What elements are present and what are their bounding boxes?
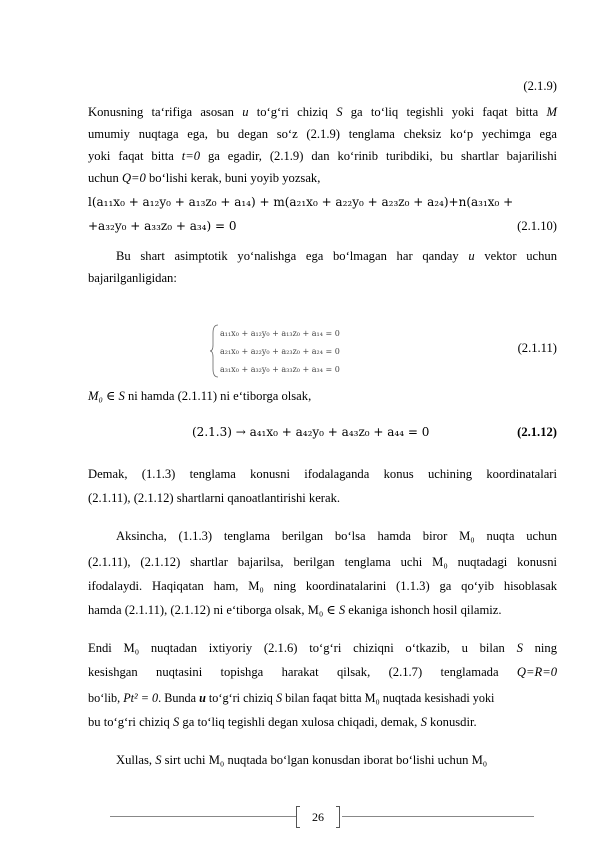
page-number: 26 [312,810,324,824]
paragraph-6-line-2: kesishgan nuqtasini topishga harakat qilsak, (2.1.7) tenglamada Q=R=0 [88,665,557,679]
paragraph-4-line-2: (2.1.11), (2.1.12) shartlarni qanoatlantirishi kerak. [88,491,341,505]
paragraph-6-line-1: Endi M₀ nuqtadan ixtiyoriy (2.1.6) to‘g‘ri chiziqni o‘tkazib, u bilan S ning [88,641,557,655]
system-row-2: a₂₁x₀ + a₂₂y₀ + a₂₃z₀ + a₂₄ = 0 [220,347,340,356]
equation-tag-2-1-9: (2.1.9) [523,79,557,93]
equation-tag-2-1-12: (2.1.12) [517,425,557,439]
paragraph-7-line-1: Xullas, S sirt uchi M₀ nuqtada bo‘lgan konusdan iborat bo‘lishi uchun M₀ [116,753,488,767]
equation-system-2-1-11 [210,323,370,383]
paragraph-5-line-1: Aksincha, (1.1.3) tenglama berilgan bo‘lsa hamda biror M₀ nuqta uchun [116,529,557,543]
paragraph-5-line-3: ifodalaydi. Haqiqatan ham, M₀ ning koordinatalarini (1.1.3) ga qo‘yib hisoblasak [88,579,557,593]
equation-tag-2-1-10: (2.1.10) [517,219,557,233]
footer-rule-left [110,816,296,817]
footer-rule-right [342,816,534,817]
equation-tag-2-1-11: (2.1.11) [517,341,557,355]
paragraph-3: M₀ ∈ S ni hamda (2.1.11) ni e‘tiborga olsak, [88,389,312,403]
paragraph-1-line-1: Konusning ta‘rifiga asosan u to‘g‘ri chiziq S ga to‘liq tegishli yoki faqat bitta M [88,105,557,119]
page-number-bracket-right [336,806,340,828]
paragraph-5-line-2: (2.1.11), (2.1.12) shartlar bajarilsa, berilgan tenglama uchi M₀ nuqtadagi konusni [88,555,557,569]
equation-2-1-10-line-1: l(a₁₁x₀ + a₁₂y₀ + a₁₃z₀ + a₁₄) + m(a₂₁x₀ + a₂₂y₀ + a₂₃z₀ + a₂₄)+n(a₃₁x₀ + [88,195,514,209]
paragraph-1-line-2: umumiy nuqtaga ega, bu degan so‘z (2.1.9) tenglama cheksiz ko‘p yechimga ega [88,127,557,141]
system-brace-icon [210,323,370,379]
paragraph-2-line-1: Bu shart asimptotik yo‘nalishga ega bo‘lmagan har qanday u vektor uchun [116,249,557,263]
paragraph-5-line-4: hamda (2.1.11), (2.1.12) ni e‘tiborga olsak, M₀ ∈ S ekaniga ishonch hosil qilamiz. [88,603,502,617]
paragraph-1-line-4: uchun Q=0 bo‘lishi kerak, buni yoyib yozsak, [88,171,321,185]
paragraph-2-line-2: bajarilganligidan: [88,271,177,285]
paragraph-6-line-3: bo‘lib, Pt² = 0. Bunda u to‘g‘ri chiziq S bilan faqat bitta M₀ nuqtada kesishadi yoki [88,691,495,705]
paragraph-1-line-3: yoki faqat bitta t=0 ga egadir, (2.1.9) dan ko‘rinib turibdiki, bu shartlar bajarilishi [88,149,557,163]
paragraph-4-line-1: Demak, (1.1.3) tenglama konusni ifodalaganda konus uchining koordinatalari [88,467,557,481]
equation-2-1-12: (2.1.3) → a₄₁x₀ + a₄₂y₀ + a₄₃z₀ + a₄₄ = 0 [192,425,430,439]
system-row-3: a₃₁x₀ + a₃₂y₀ + a₃₃z₀ + a₃₄ = 0 [220,365,340,374]
system-row-1: a₁₁x₀ + a₁₂y₀ + a₁₃z₀ + a₁₄ = 0 [220,329,340,338]
paragraph-6-line-4: bu to‘g‘ri chiziq S ga to‘liq tegishli degan xulosa chiqadi, demak, S konusdir. [88,715,477,729]
equation-2-1-10-line-2: +a₃₂y₀ + a₃₃z₀ + a₃₄) = 0 [88,219,237,233]
